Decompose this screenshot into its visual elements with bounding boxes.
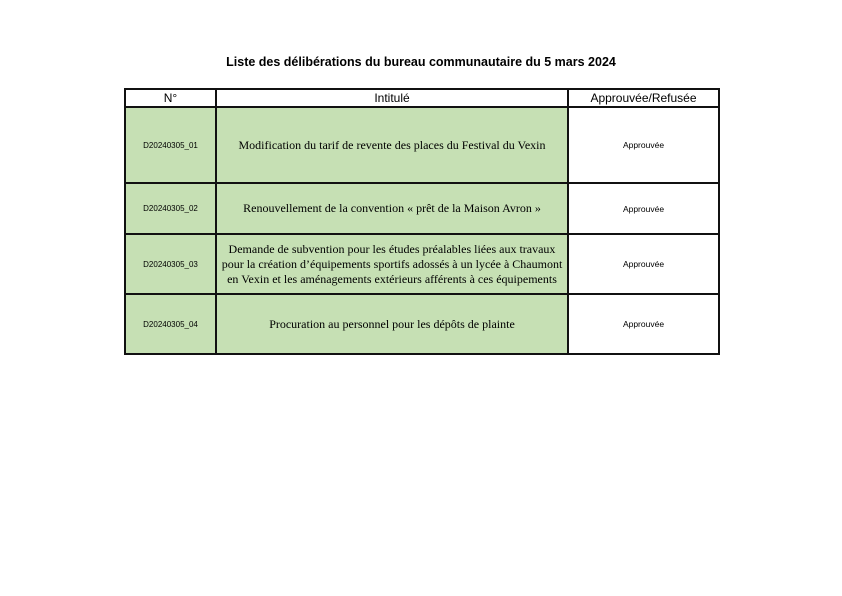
deliberation-title: Procuration au personnel pour les dépôts de plainte — [216, 294, 568, 354]
column-header-title: Intitulé — [216, 89, 568, 107]
deliberation-status: Approuvée — [568, 234, 719, 294]
deliberation-title: Modification du tarif de revente des places du Festival du Vexin — [216, 107, 568, 183]
deliberation-number: D20240305_01 — [125, 107, 216, 183]
deliberation-status: Approuvée — [568, 107, 719, 183]
deliberation-status: Approuvée — [568, 183, 719, 234]
page-title: Liste des délibérations du bureau communautaire du 5 mars 2024 — [226, 55, 616, 69]
deliberation-number: D20240305_02 — [125, 183, 216, 234]
deliberation-number: D20240305_03 — [125, 234, 216, 294]
deliberation-title: Renouvellement de la convention « prêt de la Maison Avron » — [216, 183, 568, 234]
table-row — [125, 294, 719, 354]
deliberation-status: Approuvée — [568, 294, 719, 354]
deliberation-number: D20240305_04 — [125, 294, 216, 354]
deliberations-table — [124, 88, 720, 355]
table-header-row — [125, 89, 719, 107]
table-row — [125, 107, 719, 183]
column-header-status: Approuvée/Refusée — [568, 89, 719, 107]
table-row — [125, 183, 719, 234]
deliberation-title: Demande de subvention pour les études préalables liées aux travaux pour la création d’équipements sportifs adossés à un lycée à Chaumont en Vexin et les aménagements extérieurs afférents à ces équipements — [216, 234, 568, 294]
column-header-number: N° — [125, 89, 216, 107]
table-row — [125, 234, 719, 294]
